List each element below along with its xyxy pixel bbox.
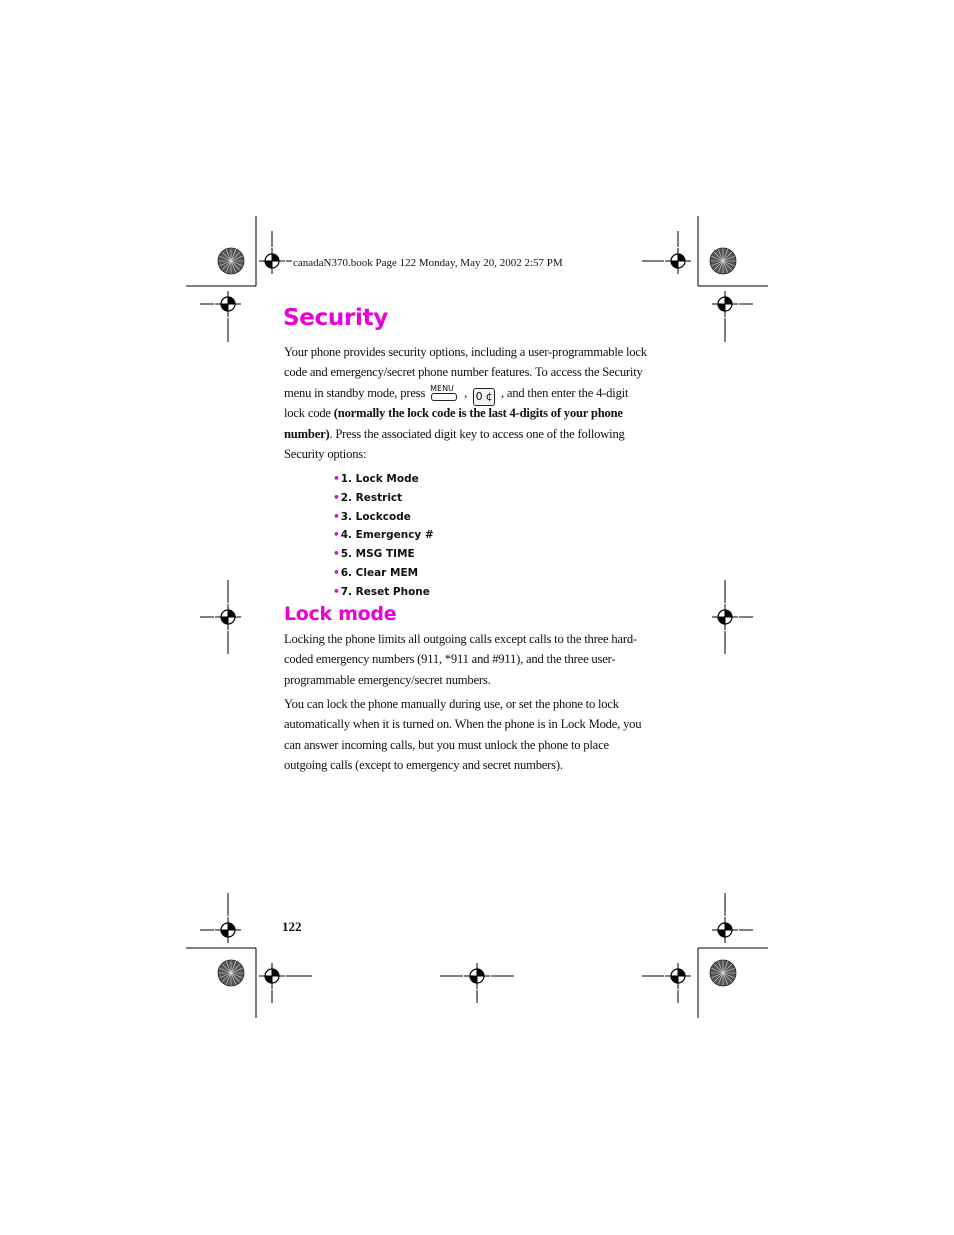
list-item: •4. Emergency # <box>333 529 434 542</box>
intro-line: code and emergency/secret phone number features. To access the Security <box>284 365 643 380</box>
list-item: •1. Lock Mode <box>333 473 419 485</box>
bullet-icon: • <box>333 473 340 485</box>
zero-key-icon: 0 ¢ <box>473 388 495 406</box>
intro-line: Your phone provides security options, including a user-programmable lock <box>284 345 647 359</box>
bullet-icon: • <box>333 566 340 579</box>
paragraph-line: automatically when it is turned on. When the phone is in Lock Mode, you <box>284 717 642 732</box>
page-number: 122 <box>282 919 302 934</box>
paragraph-line: programmable emergency/secret numbers. <box>284 672 491 687</box>
list-item: •5. MSG TIME <box>333 548 415 561</box>
paragraph-line: Locking the phone limits all outgoing calls except calls to the three hard- <box>284 632 637 646</box>
menu-key-icon: MENU <box>430 383 462 403</box>
paragraph-line: outgoing calls (except to emergency and secret numbers). <box>284 758 563 773</box>
security-options-list <box>333 470 434 602</box>
list-item: •6. Clear MEM <box>333 566 419 579</box>
list-item: •7. Reset Phone <box>333 585 430 598</box>
list-item: •3. Lockcode <box>333 510 411 523</box>
lock-mode-paragraph-1 <box>284 629 656 690</box>
paragraph-line: coded emergency numbers (911, *911 and #911), and the three user- <box>284 652 616 667</box>
paragraph-line: You can lock the phone manually during use, or set the phone to lock <box>284 697 619 711</box>
intro-paragraph <box>284 342 656 464</box>
intro-line: Security options: <box>284 446 367 461</box>
list-item: •2. Restrict <box>333 491 403 504</box>
bullet-icon: • <box>333 548 340 561</box>
lock-mode-paragraph-2 <box>284 694 656 776</box>
bullet-icon: • <box>333 529 340 542</box>
intro-line: lock code (normally the lock code is the last 4-digits of your phone <box>284 406 623 421</box>
bullet-icon: • <box>333 491 340 504</box>
bullet-icon: • <box>333 510 340 523</box>
intro-line: menu in standby mode, press MENU , 0 ¢ , and then enter the 4-digit <box>284 383 656 403</box>
section-heading-lock-mode: Lock mode <box>284 603 397 625</box>
print-header: canadaN370.book Page 122 Monday, May 20, 2002 2:57 PM <box>293 257 563 269</box>
bullet-icon: • <box>333 585 340 598</box>
intro-line: number). Press the associated digit key to access one of the following <box>284 426 625 441</box>
page-title: Security <box>283 305 388 331</box>
paragraph-line: can answer incoming calls, but you must unlock the phone to place <box>284 737 609 752</box>
